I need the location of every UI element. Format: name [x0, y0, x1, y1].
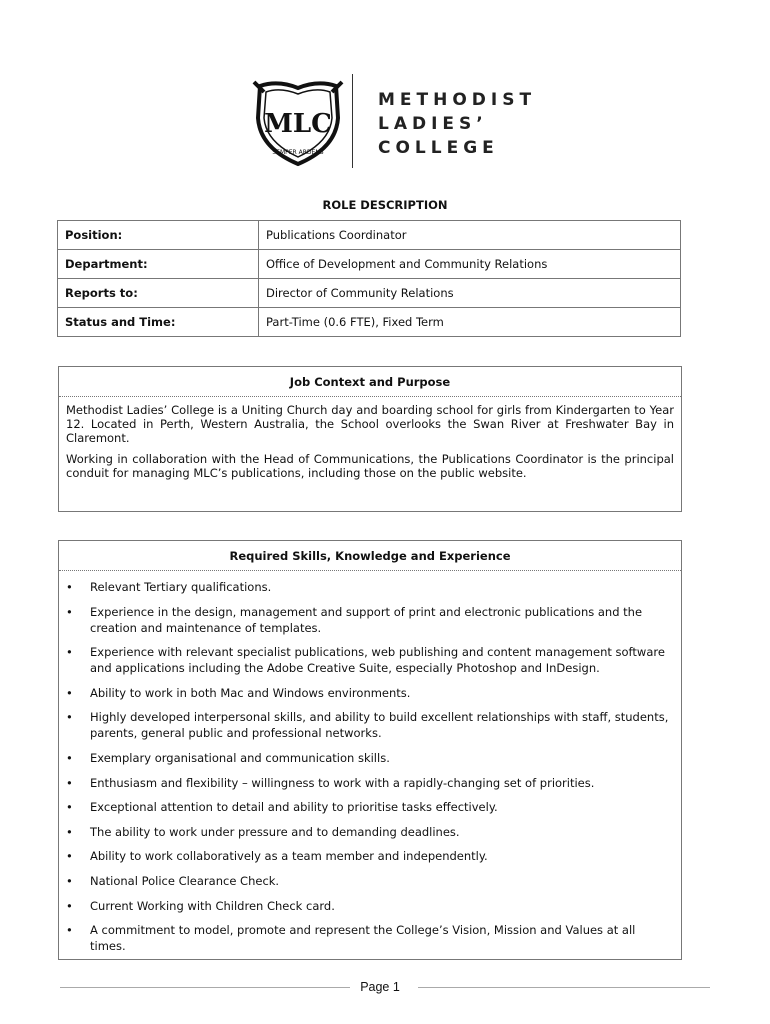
role-info-table: [57, 220, 681, 337]
bullet-icon: •: [66, 873, 73, 888]
table-row: [58, 308, 681, 337]
bullet-icon: •: [66, 923, 73, 938]
bullet-icon: •: [66, 580, 73, 594]
list-item: [66, 644, 671, 676]
skills-heading: Required Skills, Knowledge and Experience: [59, 541, 681, 571]
logo-line-1: METHODIST: [378, 90, 537, 110]
skill-text: Relevant Tertiary qualifications.: [90, 580, 272, 594]
footer-rule-right: [418, 987, 710, 988]
position-label: Position:: [58, 221, 259, 250]
logo-line-2: LADIES’: [378, 114, 488, 134]
skill-text: National Police Clearance Check.: [90, 873, 280, 888]
bullet-icon: •: [66, 898, 73, 913]
skill-text: Experience in the design, management and support of print and electronic publications and the creation and maintenance of templates.: [90, 604, 643, 635]
skill-text: Exceptional attention to detail and ability to prioritise tasks effectively.: [90, 800, 498, 815]
footer-rule-left: [60, 987, 350, 988]
status-label: Status and Time:: [58, 308, 259, 337]
list-item: [66, 799, 671, 815]
skill-text: Highly developed interpersonal skills, and ability to build excellent relationships with staff, students, parents, general public and professional networks.: [90, 710, 669, 741]
document-title: ROLE DESCRIPTION: [322, 198, 448, 212]
list-item: [66, 848, 671, 864]
list-item: [66, 824, 671, 840]
logo-line-3: COLLEGE: [378, 138, 499, 158]
list-item: [66, 898, 671, 914]
list-item: [66, 604, 671, 636]
bullet-icon: •: [66, 710, 73, 725]
page-number: Page 1: [360, 980, 400, 994]
table-row: [58, 250, 681, 279]
list-item: [66, 709, 671, 741]
skill-text: A commitment to model, promote and represent the College’s Vision, Mission and Values at all times.: [90, 923, 636, 954]
table-row: [58, 221, 681, 250]
job-context-paragraph: Methodist Ladies’ College is a Uniting Church day and boarding school for girls from Kindergarten to Year 12. Located in Perth, Western Australia, the School overlooks the Swan River at Freshwater Bay in Claremont.: [66, 403, 674, 445]
table-row: [58, 279, 681, 308]
skill-text: Exemplary organisational and communication skills.: [90, 750, 390, 765]
skills-list: [59, 571, 681, 954]
skills-section: [58, 540, 682, 960]
list-item: [66, 685, 671, 701]
status-value: Part-Time (0.6 FTE), Fixed Term: [259, 308, 681, 337]
crest-monogram: MLC: [264, 109, 332, 139]
logo-wordmark: [378, 88, 536, 160]
bullet-icon: •: [66, 800, 73, 815]
list-item: [66, 873, 671, 889]
skill-text: The ability to work under pressure and to demanding deadlines.: [90, 824, 460, 839]
department-value: Office of Development and Community Relations: [259, 250, 681, 279]
college-logo: [248, 70, 548, 170]
skill-text: Enthusiasm and flexibility – willingness to work with a rapidly-changing set of priorities.: [90, 775, 595, 790]
reports-to-value: Director of Community Relations: [259, 279, 681, 308]
bullet-icon: •: [66, 824, 73, 839]
bullet-icon: •: [66, 685, 73, 700]
bullet-icon: •: [66, 750, 73, 765]
list-item: [66, 579, 671, 595]
job-context-body: [59, 397, 681, 480]
list-item: [66, 750, 671, 766]
bullet-icon: •: [66, 604, 73, 619]
job-context-paragraph: Working in collaboration with the Head of Communications, the Publications Coordinator is the principal conduit for managing MLC’s publications, including those on the public website.: [66, 452, 674, 480]
reports-to-label: Reports to:: [58, 279, 259, 308]
department-label: Department:: [58, 250, 259, 279]
skill-text: Ability to work collaboratively as a team member and independently.: [90, 849, 488, 864]
bullet-icon: •: [66, 775, 73, 790]
page-footer: [0, 980, 770, 1000]
bullet-icon: •: [66, 849, 73, 864]
bullet-icon: •: [66, 645, 73, 660]
skill-text: Ability to work in both Mac and Windows environments.: [90, 685, 411, 700]
position-value: Publications Coordinator: [259, 221, 681, 250]
list-item: [66, 775, 671, 791]
skill-text: Experience with relevant specialist publications, web publishing and content management software and applications including the Adobe Creative Suite, especially Photoshop and InDesign.: [90, 645, 665, 676]
crest-motto: SEMPER ARDENS: [272, 149, 324, 156]
crest-icon: [248, 78, 348, 168]
skill-text: Current Working with Children Check card.: [90, 898, 335, 913]
job-context-section: [58, 366, 682, 512]
list-item: [66, 922, 671, 954]
job-context-heading: Job Context and Purpose: [59, 367, 681, 397]
logo-divider: [352, 74, 353, 168]
